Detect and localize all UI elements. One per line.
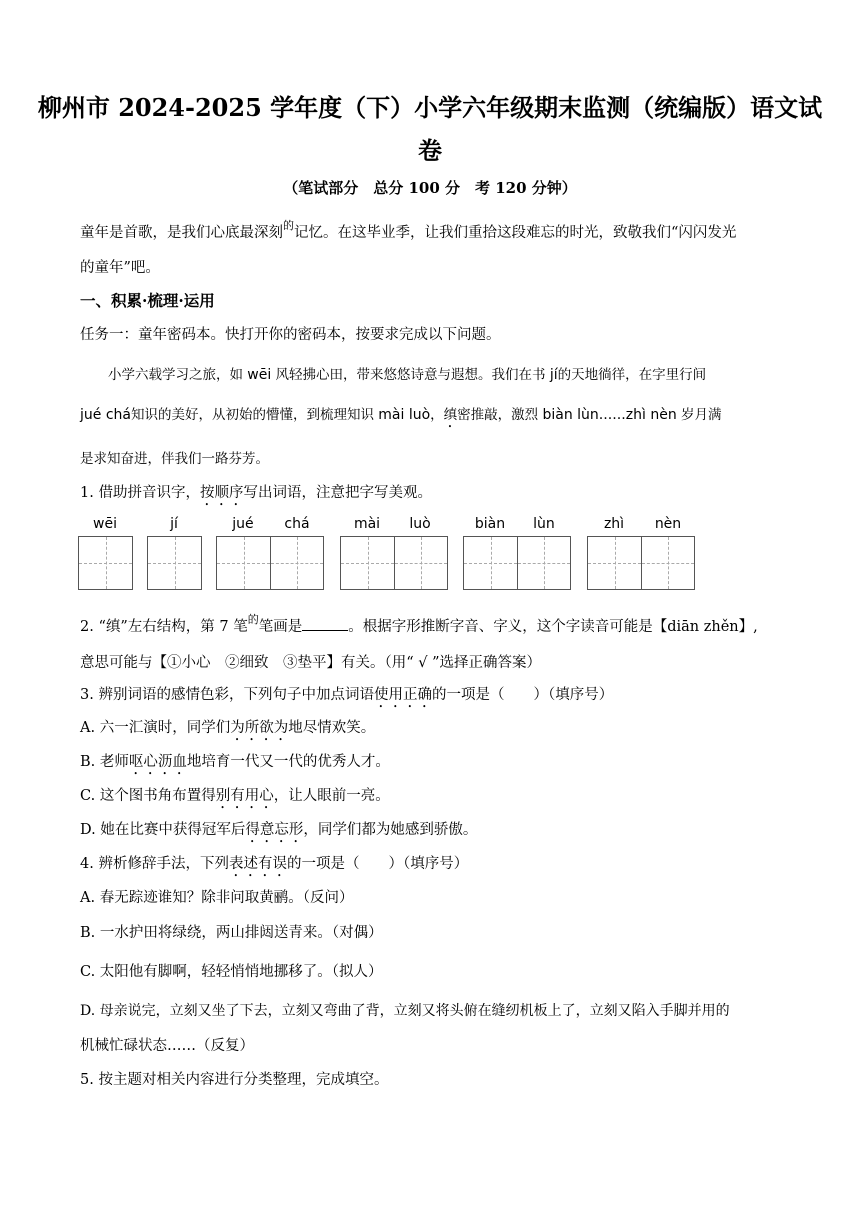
writing-grid[interactable] <box>147 536 202 590</box>
dotted-char: 缜 <box>443 407 458 423</box>
writing-grid[interactable] <box>587 536 695 590</box>
q2-text: 2. “缜”左右结构，第 7 笔 <box>80 619 248 635</box>
passage-pinyin: biàn lùn <box>542 407 599 423</box>
passage-pinyin: mài luò <box>378 407 431 423</box>
grid-pinyin: biàn <box>474 516 506 532</box>
q1-text: 1. 借助拼音识字， <box>80 485 200 501</box>
q4-text: 4. 辨析修辞手法，下列 <box>80 856 229 872</box>
passage-text: 风轻拂心田，带来悠悠诗意与遐想。我们在书 <box>275 367 546 383</box>
passage-line-2 <box>80 403 722 431</box>
writing-grid[interactable] <box>78 536 133 590</box>
answer-blank[interactable] <box>302 630 348 631</box>
page-title-continued: 卷 <box>418 136 442 165</box>
dotted-word: 呕心沥血 <box>128 754 187 770</box>
question-2-line-2: 意思可能与【①小心 ②细致 ③垫平】有关。（用“ √ ”选择正确答案） <box>80 655 542 671</box>
grid-pinyin: mài <box>353 516 381 532</box>
passage-text: 岁月满 <box>681 407 722 423</box>
grid-pinyin: jué <box>232 516 254 532</box>
option-text: ，让人眼前一亮。 <box>273 788 390 804</box>
q4-option-c: C. 太阳他有脚啊，轻轻悄悄地挪移了。（拟人） <box>80 964 383 980</box>
question-1 <box>80 481 432 509</box>
grid-pinyin: lùn <box>533 516 555 532</box>
passage-pinyin: wēi <box>247 367 272 383</box>
question-4 <box>80 852 468 880</box>
option-text: 地培育一代又一代的优秀人才。 <box>186 754 390 770</box>
intro-line-1 <box>80 217 736 242</box>
q3-text: 3. 辨别词语的感情色彩，下列句子中加点词语 <box>80 687 374 703</box>
grid-pinyin: wēi <box>93 516 117 532</box>
q4-option-d-line-2: 机械忙碌状态……（反复） <box>80 1038 254 1054</box>
dotted-word: 别有用心 <box>215 788 274 804</box>
q2-superscript: 的 <box>247 613 259 626</box>
writing-grid[interactable] <box>216 536 324 590</box>
page-title: 柳州市 2024-2025 学年度（下）小学六年级期末监测（统编版）语文试 <box>37 93 823 122</box>
writing-grid[interactable] <box>340 536 448 590</box>
passage-pinyin: zhì nèn <box>625 407 677 423</box>
option-text: A. 六一汇演时，同学们 <box>80 720 231 736</box>
q3-option-d <box>80 818 477 846</box>
option-text: ，同学们都为她感到骄傲。 <box>303 822 478 838</box>
q4-option-d: D. 母亲说完，立刻又坐了下去，立刻又弯曲了背，立刻又将头俯在缝纫机板上了，立刻又陷入手脚并用的 <box>80 1003 730 1019</box>
q3-option-a <box>80 716 375 744</box>
q3-option-c <box>80 784 390 812</box>
passage-line-1 <box>108 363 706 383</box>
intro-superscript: 的 <box>283 219 294 232</box>
passage-text: 的天地徜徉，在字里行间 <box>557 367 707 383</box>
grid-pinyin: zhì <box>603 516 625 532</box>
question-5: 5. 按主题对相关内容进行分类整理，完成填空。 <box>80 1072 389 1088</box>
question-3 <box>80 683 613 711</box>
exam-subtitle: （笔试部分 总分 100 分 考 120 分钟） <box>283 179 577 197</box>
dotted-word: 得意忘形 <box>245 822 304 838</box>
q3-text: 的一项是（ ）（填序号） <box>431 687 614 703</box>
section-heading: 一、积累·梳理·运用 <box>80 291 215 310</box>
dotted-word: 为所欲为 <box>230 720 289 736</box>
grid-pinyin: nèn <box>654 516 682 532</box>
option-text: D. 她在比赛中获得冠军后 <box>80 822 246 838</box>
dotted-word: 表述有误 <box>228 856 287 872</box>
grid-pinyin: luò <box>409 516 431 532</box>
q4-option-b: B. 一水护田将绿绕，两山排闼送青来。（对偶） <box>80 925 383 941</box>
q3-option-b <box>80 750 390 778</box>
intro-line-2: 的童年”吧。 <box>80 260 160 276</box>
option-text: 地尽情欢笑。 <box>288 720 376 736</box>
dotted-word: 使用正确 <box>373 687 432 703</box>
q2-text: 。根据字形推断字音、字义，这个字读音可能是【diān zhěn】, <box>348 619 758 635</box>
dotted-word: 按顺序 <box>199 485 244 501</box>
grid-pinyin: chá <box>284 516 310 532</box>
task-heading: 任务一：童年密码本。快打开你的密码本，按要求完成以下问题。 <box>80 327 501 343</box>
passage-text: 小学六载学习之旅，如 <box>108 367 243 383</box>
passage-line-3: 是求知奋进，伴我们一路芬芳。 <box>80 451 269 467</box>
option-text: B. 老师 <box>80 754 129 770</box>
q2-text: 笔画是 <box>258 619 303 635</box>
q4-text: 的一项是（ ）（填序号） <box>286 856 469 872</box>
intro-text-b: 记忆。在这毕业季，让我们重拾这段难忘的时光，致敬我们“闪闪发光 <box>294 225 737 241</box>
grid-pinyin: jí <box>170 516 178 532</box>
passage-pinyin: jí <box>549 367 558 383</box>
passage-text: 知识的美好，从初始的懵懂，到梳理知识 <box>130 407 374 423</box>
writing-grid[interactable] <box>463 536 571 590</box>
question-2 <box>80 611 758 636</box>
passage-text: 密推敲，激烈 <box>457 407 539 423</box>
option-text: C. 这个图书角布置得 <box>80 788 216 804</box>
q4-option-a: A. 春无踪迹谁知？除非问取黄鹂。（反问） <box>80 890 354 906</box>
intro-text-a: 童年是首歌，是我们心底最深刻 <box>80 225 283 241</box>
passage-text: ， <box>430 407 444 423</box>
passage-text: …… <box>598 407 626 423</box>
q1-text: 写出词语，注意把字写美观。 <box>243 485 432 501</box>
passage-pinyin: jué chá <box>80 407 131 423</box>
